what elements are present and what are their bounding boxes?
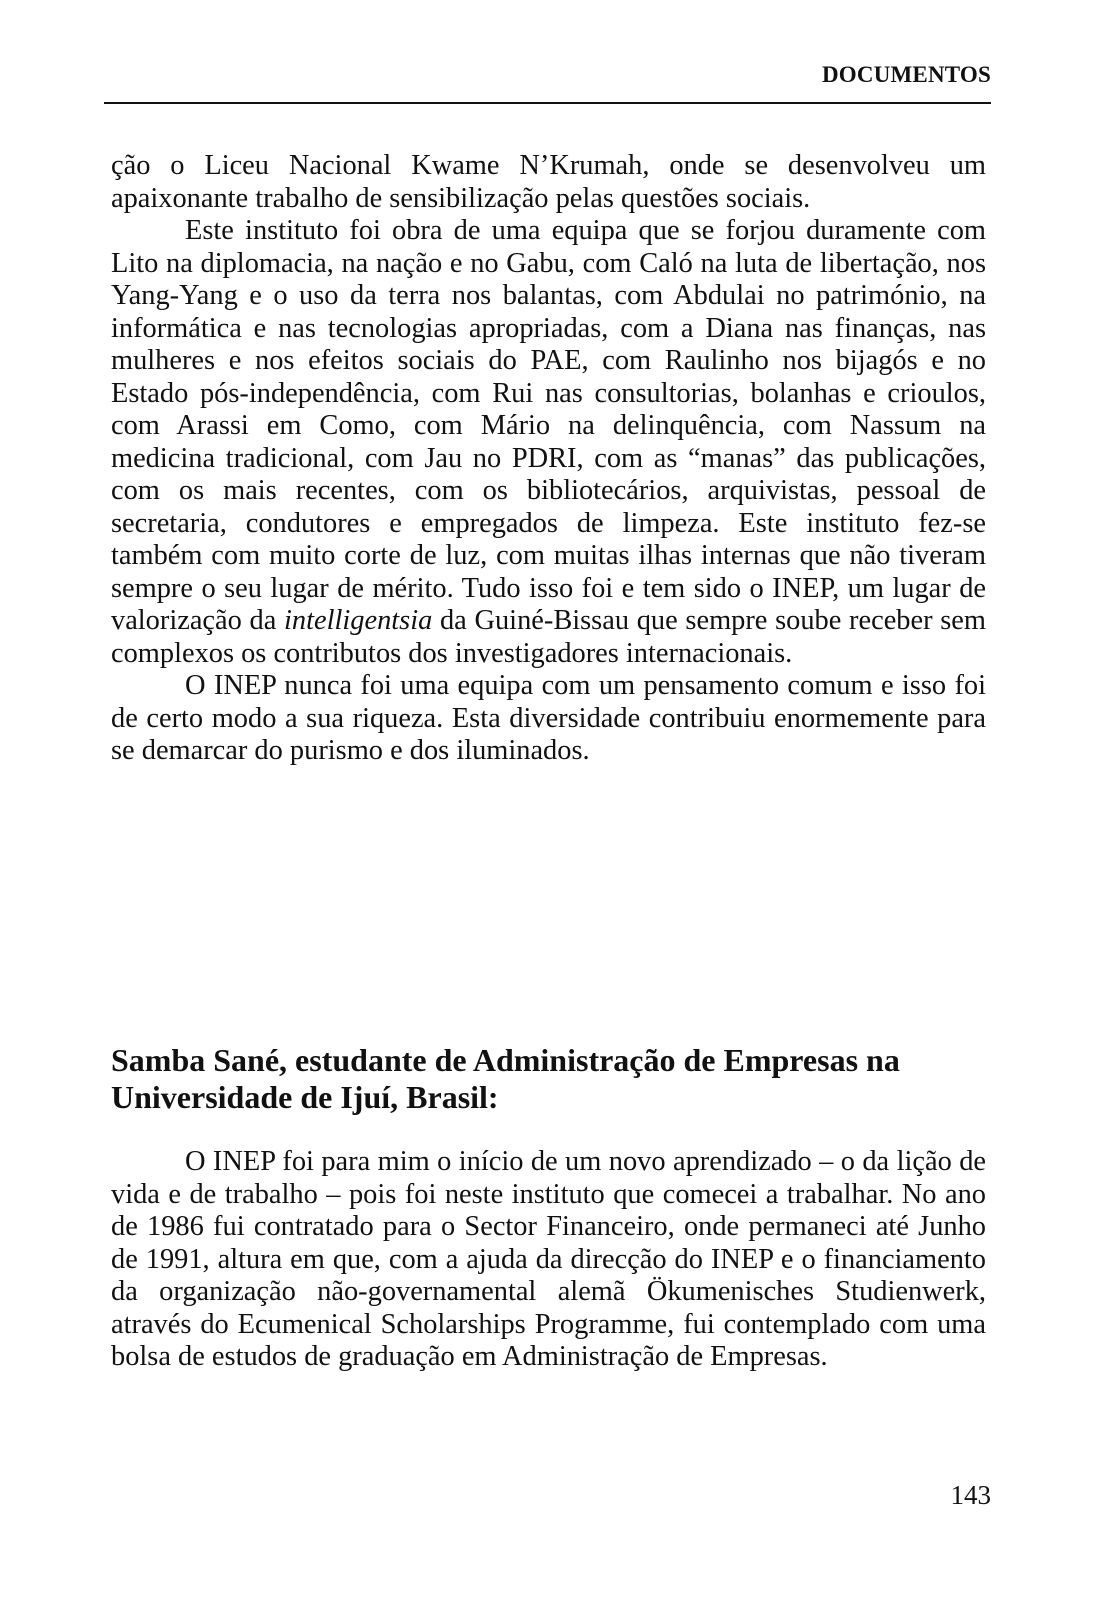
paragraph-continuation: ção o Liceu Nacional Kwame N’Krumah, onde se desenvolveu um apaixonante trabalho de sensibilização pelas questões sociais.	[111, 150, 986, 214]
italic-term: intelligentsia	[284, 605, 433, 636]
paragraph-text: da Guiné-Bissau que sempre soube receber sem complexos os contributos dos investigadores internacionais.	[111, 605, 986, 669]
header-rule	[104, 102, 991, 104]
text-block-bottom	[111, 1146, 986, 1374]
running-head: DOCUMENTOS	[822, 62, 991, 87]
text-block-top	[111, 150, 986, 768]
paragraph-diversity: O INEP nunca foi uma equipa com um pensamento comum e isso foi de certo modo a sua riqueza. Esta diversidade contribuiu enormemente para se demarcar do purismo e dos iluminados.	[111, 670, 986, 766]
section-heading: Samba Sané, estudante de Administração de Empresas na Universidade de Ijuí, Brasil:	[111, 1042, 900, 1115]
paragraph-text: Este instituto foi obra de uma equipa que se forjou duramente com Lito na diplomacia, na nação e no Gabu, com Caló na luta de libertação, nos Yang-Yang e o uso da terra nos balantas, com Abdulai no património, na informática e nas tecnologias apropriadas, com a Diana nas finanças, nas mulheres e nos efeitos sociais do PAE, com Raulinho nos bijagós e no Estado pós-independência, com Rui nas consultorias, bolanhas e crioulos, com Arassi em Como, com Mário na delinquência, com Nassum na medicina tradicional, com Jau no PDRI, com as “manas” das publicações, com os mais recentes, com os bibliotecários, arquivistas, pessoal de secretaria, condutores e empregados de limpeza. Este instituto fez-se também com muito corte de luz, com muitas ilhas internas que não tiveram sempre o seu lugar de mérito. Tudo isso foi e tem sido o INEP, um lugar de valorização da	[111, 215, 986, 636]
paragraph-testimony: O INEP foi para mim o início de um novo aprendizado – o da lição de vida e de trabalho – pois foi neste instituto que comecei a trabalhar. No ano de 1986 fui contratado para o Sector Financeiro, onde permaneci até Junho de 1991, altura em que, com a ajuda da direcção do INEP e o financiamento da organização não-governamental alemã Ökumenisches Studienwerk, através do Ecumenical Scholarships Programme, fui contemplado com uma bolsa de estudos de graduação em Administração de Empresas.	[111, 1146, 986, 1372]
paragraph-institute	[111, 215, 986, 670]
page-number: 143	[950, 1480, 991, 1510]
